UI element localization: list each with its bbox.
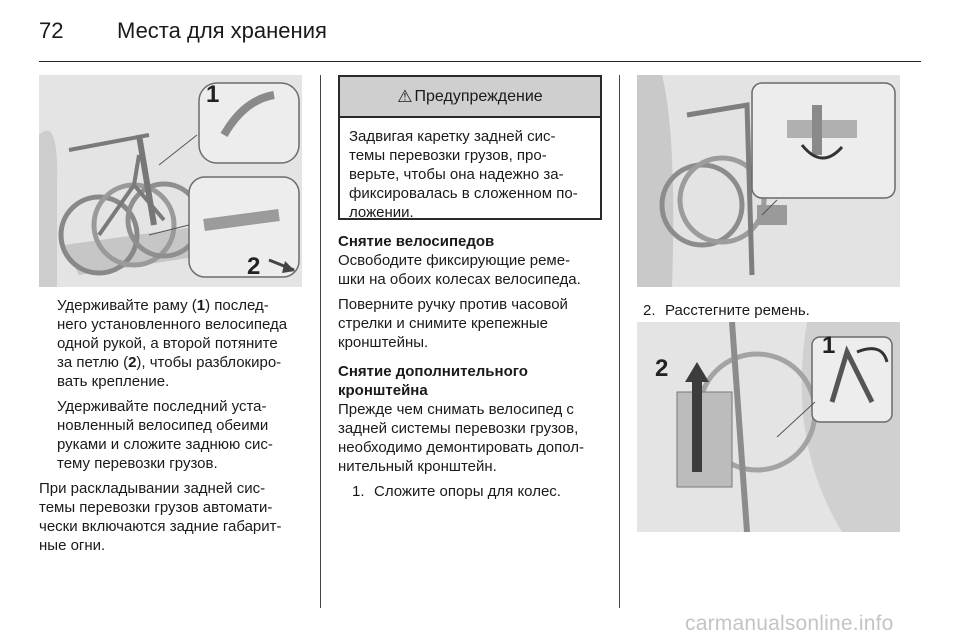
text-line: чески включаются задние габарит- — [39, 518, 282, 535]
column-divider-left — [320, 75, 321, 608]
warning-triangle-icon: ⚠ — [397, 86, 413, 106]
text-line: кронштейна — [338, 382, 428, 399]
text-line: При раскладывании задней сис- — [39, 480, 266, 497]
text-line: стрелки и снимите крепежные — [338, 315, 549, 332]
text-line: Снятие дополнительного — [338, 363, 528, 380]
left-column-text — [39, 296, 309, 561]
column-divider-right — [619, 75, 620, 608]
instruction-paragraph-1 — [39, 296, 309, 391]
warning-body — [340, 118, 600, 222]
ref-2: 2 — [128, 354, 137, 371]
text-line: него установленного велосипеда — [57, 316, 288, 333]
middle-column-text — [338, 232, 610, 507]
carrier-rear-illustration — [637, 75, 900, 287]
callout-2: 2 — [247, 253, 261, 280]
remove-bikes-paragraph-2 — [338, 295, 610, 352]
step-2 — [643, 301, 903, 320]
text-line: темы перевозки грузов автомати- — [39, 499, 273, 516]
text-line: необходимо демонтировать допол- — [338, 439, 584, 456]
step-number: 2. — [643, 302, 656, 319]
text-line: Удерживайте последний уста- — [57, 398, 267, 415]
text-line: нительный кронштейн. — [338, 458, 497, 475]
text-line: задней системы перевозки грузов, — [338, 420, 579, 437]
remove-bracket-paragraph — [338, 400, 610, 476]
text-line: Поверните ручку против часовой — [338, 296, 568, 313]
text-line: новленный велосипед обеими — [57, 417, 269, 434]
note-paragraph — [39, 479, 309, 555]
text-line: шки на обоих колесах велосипеда. — [338, 271, 581, 288]
warning-title: Предупреждение — [414, 87, 543, 105]
text-line: Задвигая каретку задней сис- — [349, 128, 556, 145]
text-line: ложении. — [349, 204, 414, 221]
page-number: 72 — [39, 18, 64, 43]
text-line: Прежде чем снимать велосипед с — [338, 401, 574, 418]
text-line: ), чтобы разблокиро- — [136, 354, 282, 371]
step-1 — [338, 482, 610, 501]
watermark: carmanualsonline.info — [685, 612, 894, 635]
text-line: ные огни. — [39, 537, 106, 554]
section-heading-remove-bracket — [338, 362, 610, 400]
text-line: Удерживайте раму ( — [57, 297, 197, 314]
step-number: 1. — [352, 483, 365, 500]
callout-1: 1 — [822, 332, 836, 359]
text-line: руками и сложите заднюю сис- — [57, 436, 273, 453]
step-text: Расстегните ремень. — [665, 302, 810, 319]
strap-release-illustration — [637, 322, 900, 532]
text-line: Освободите фиксирующие реме- — [338, 252, 571, 269]
text-line: ) послед- — [205, 297, 269, 314]
text-line: кронштейны. — [338, 334, 429, 351]
text-line: верьте, чтобы она надежно за- — [349, 166, 564, 183]
page-title: Места для хранения — [117, 18, 327, 43]
text-line: темы перевозки грузов, про- — [349, 147, 547, 164]
text-line: за петлю ( — [57, 354, 129, 371]
callout-2: 2 — [655, 355, 669, 382]
ref-1: 1 — [196, 297, 206, 314]
text-line: одной рукой, а второй потяните — [57, 335, 278, 352]
instruction-paragraph-2 — [39, 397, 309, 473]
warning-header — [340, 77, 600, 118]
text-line: фиксировалась в сложенном по- — [349, 185, 578, 202]
warning-box — [338, 75, 602, 220]
text-line: вать крепление. — [57, 373, 170, 390]
bike-carrier-illustration — [39, 75, 302, 287]
section-heading-remove-bikes: Снятие велосипедов — [338, 233, 495, 250]
header-rule — [39, 61, 921, 62]
step-text: Сложите опоры для колес. — [374, 483, 561, 500]
text-line: тему перевозки грузов. — [57, 455, 218, 472]
callout-1: 1 — [206, 81, 220, 108]
remove-bikes-paragraph-1 — [338, 251, 610, 289]
